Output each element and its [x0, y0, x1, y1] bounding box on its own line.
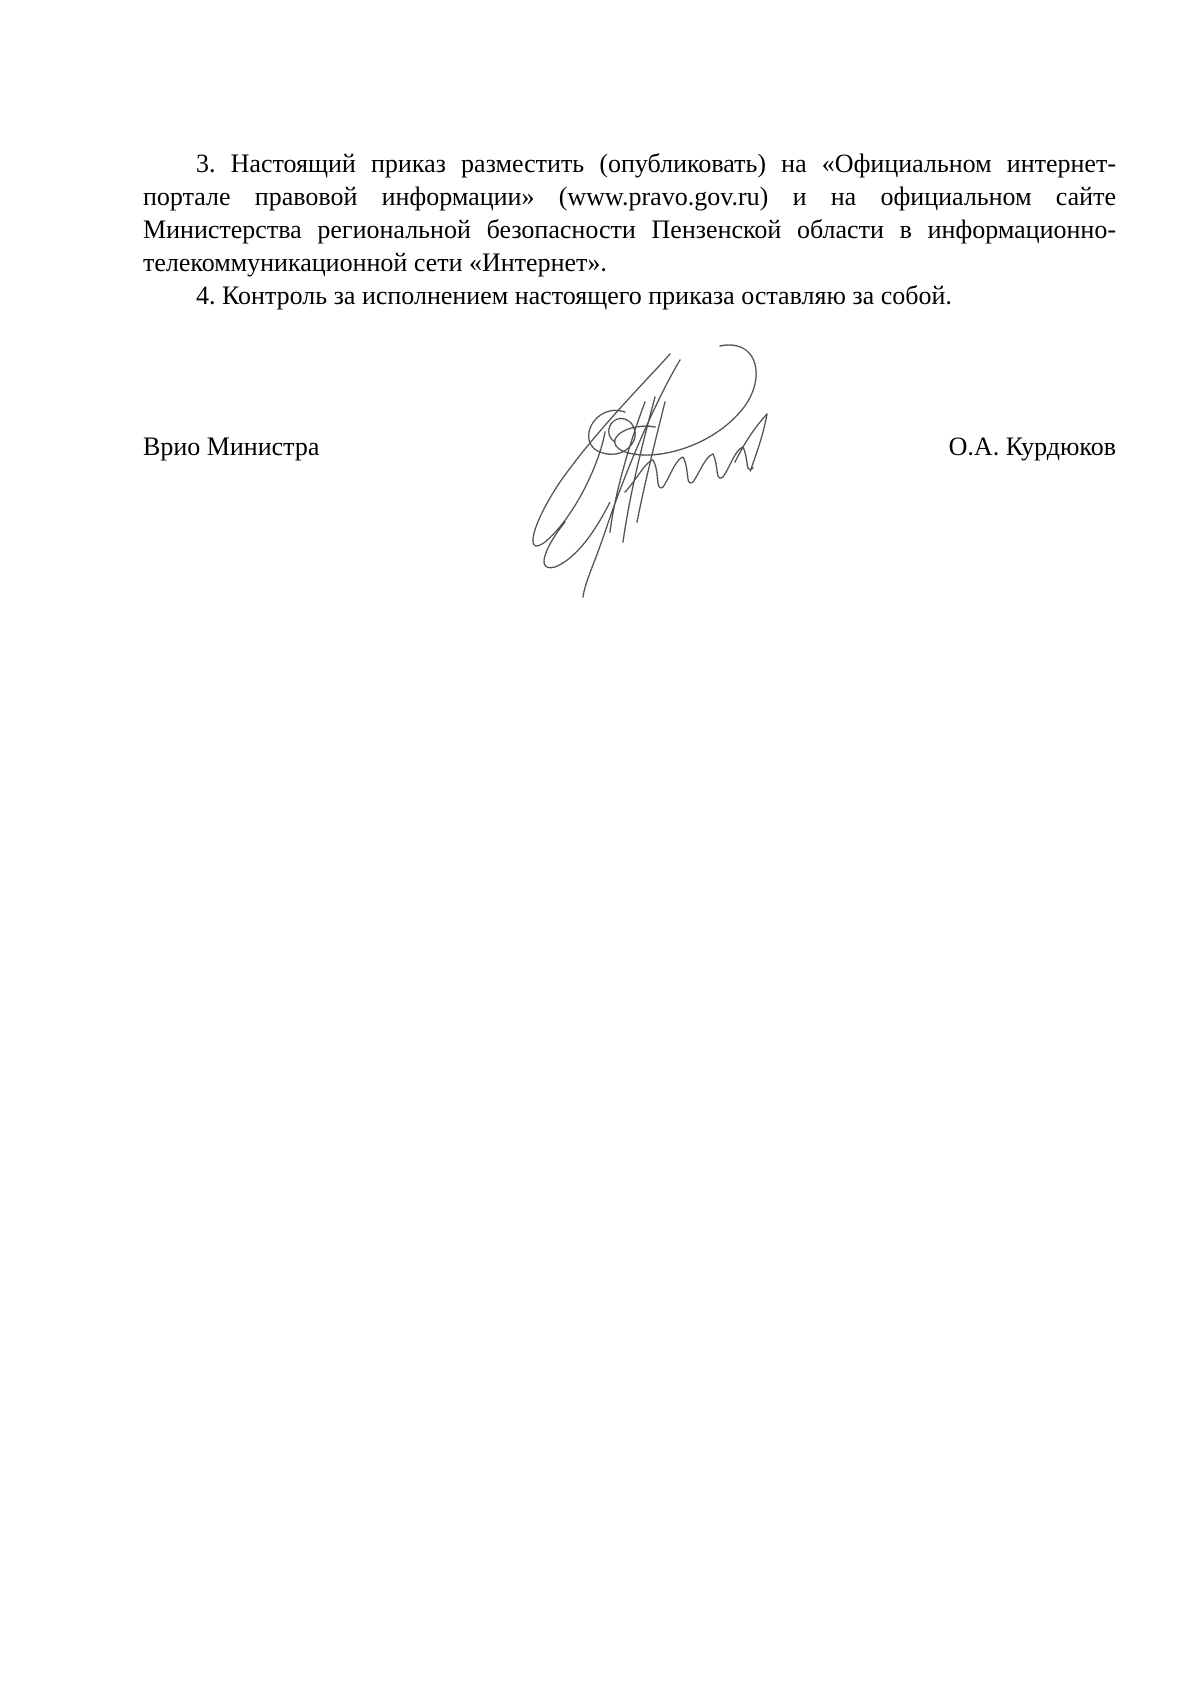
- signatory-name: О.А. Курдюков: [948, 432, 1116, 461]
- document-body: [143, 147, 1116, 312]
- paragraph-control: 4. Контроль за исполнением настоящего приказа оставляю за собой.: [196, 281, 952, 310]
- signatory-position: Врио Министра: [143, 432, 320, 461]
- paragraph-publication: 3. Настоящий приказ разместить (опубликовать) на «Официальном интернет-портале правовой информации» (www.pravo.gov.ru) и на официальном сайте Министерства региональной безопасности Пензенской области в информационно-телекоммуникационной сети «Интернет».: [143, 149, 1116, 277]
- handwritten-signature-icon: [505, 342, 825, 602]
